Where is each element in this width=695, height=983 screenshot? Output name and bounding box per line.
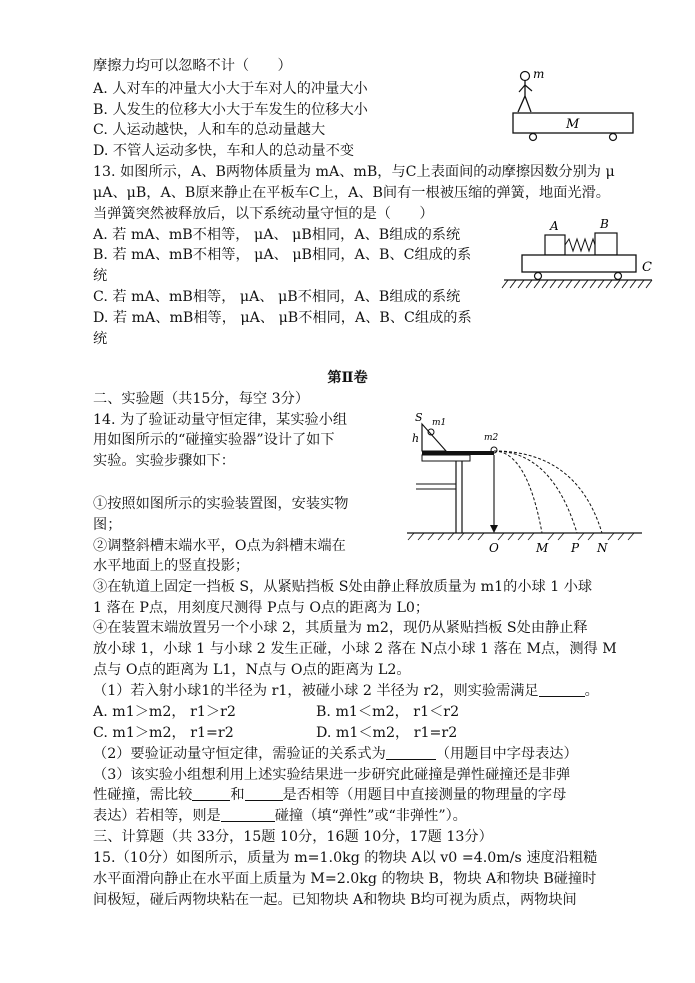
collision-apparatus-figure bbox=[402, 406, 647, 556]
q15-stem-line1: 15.（10分）如图所示，质量为 m=1.0kg 的物块 A以 v0 =4.0m/s 速度沿粗糙 bbox=[93, 850, 598, 866]
q13-option-b-line1: B. 若 mA、mB不相等， μA、 μB相同，A、B、C组成的系 bbox=[93, 247, 472, 263]
q13-option-a: A. 若 mA、mB不相等， μA、 μB相同，A、B组成的系统 bbox=[93, 227, 461, 243]
q14-part2-end: （用题目中字母表达） bbox=[435, 746, 578, 762]
q13-option-d-line2: 统 bbox=[93, 331, 108, 347]
fig-label-S: S bbox=[415, 411, 423, 424]
q14-part3-text-c: 是否相等（用题目中直接测量的物理量的字母 bbox=[282, 787, 567, 803]
q14-stem-line3: 实验。实验步骤如下： bbox=[93, 453, 235, 469]
q13-option-c: C. 若 mA、mB相等， μA、 μB不相同，A、B组成的系统 bbox=[93, 289, 461, 305]
q14-step1-line1: ①按照如图所示的实验装置图，安装实物 bbox=[93, 496, 349, 512]
q14-step4-line1: ④在装置末端放置另一个小球 2，其质量为 m2，现仍从紧贴挡板 S处由静止释 bbox=[93, 620, 588, 636]
q15-stem-line3: 间极短，碰后两物块粘在一起。已知物块 A和物块 B均可视为质点，两物块间 bbox=[93, 892, 577, 908]
fig-label-B: B bbox=[600, 217, 609, 231]
q14-part3-line2 bbox=[93, 786, 566, 805]
fig-label-h: h bbox=[412, 432, 420, 445]
q14-part3-line1: （3）该实验小组想利用上述实验结果进一步研究此碰撞是弹性碰撞还是非弹 bbox=[93, 767, 571, 783]
q14-stem-line2: 用如图所示的“碰撞实验器”设计了如下 bbox=[93, 432, 335, 448]
fig-label-C: C bbox=[642, 260, 652, 275]
q12-option-d: D. 不管人运动多快，车和人的总动量不变 bbox=[93, 143, 355, 159]
q15-stem-line2: 水平面滑向静止在水平面上质量为 M=2.0kg 的物块 B，物块 A和物块 B碰撞时 bbox=[93, 871, 597, 887]
q14-part2-answer-blank[interactable] bbox=[386, 745, 436, 760]
fig-label-M: M bbox=[566, 117, 580, 132]
q14-part3-blank-2[interactable] bbox=[245, 786, 283, 801]
q12-option-a: A. 人对车的冲量大小大于车对人的冲量大小 bbox=[93, 81, 368, 97]
q14-step2-line1: ②调整斜槽末端水平，O点为斜槽末端在 bbox=[93, 538, 346, 554]
blocks-spring-cart-figure bbox=[500, 215, 660, 297]
q14-part1-answer-blank[interactable] bbox=[539, 682, 585, 697]
fig-label-M-point: M bbox=[536, 541, 549, 555]
q14-step2-line2: 水平地面上的竖直投影； bbox=[93, 558, 250, 574]
q12-option-c: C. 人运动越快，人和车的总动量越大 bbox=[93, 122, 326, 138]
q14-step4-line2: 放小球 1，小球 1 与小球 2 发生正碰，小球 2 落在 N点小球 1 落在 M点，测得 M bbox=[93, 641, 617, 657]
q14-option-d: D. m1＜m2， r1=r2 bbox=[316, 725, 458, 741]
fig-label-m: m bbox=[533, 67, 545, 81]
q14-option-b: B. m1＜m2， r1＜r2 bbox=[316, 704, 460, 720]
fig-label-N: N bbox=[597, 541, 608, 555]
q13-stem-line3: 当弹簧突然被释放后，以下系统动量守恒的是（ ） bbox=[93, 206, 434, 222]
q14-step3-line1: ③在轨道上固定一挡板 S，从紧贴挡板 S处由静止释放质量为 m1的小球 1 小球 bbox=[93, 579, 593, 595]
q13-stem-line1: 13. 如图所示，A、B两物体质量为 mA、mB，与C上表面间的动摩擦因数分别为 μ bbox=[93, 164, 615, 180]
q14-step1-line2: 图； bbox=[93, 517, 122, 533]
fig-label-P: P bbox=[571, 541, 580, 555]
q12-stem-tail: 摩擦力均可以忽略不计（ ） bbox=[93, 58, 292, 74]
q12-option-b: B. 人发生的位移大小大于车发生的位移大小 bbox=[93, 102, 368, 118]
q14-part3-text-e: 碰撞（填“弹性”或“非弹性”）。 bbox=[274, 808, 467, 824]
q14-step4-line3: 点与 O点的距离为 L1，N点与 O点的距离为 L2。 bbox=[93, 662, 411, 678]
fig-label-O: O bbox=[489, 541, 499, 555]
experiment-heading: 二、实验题（共15分，每空 3分） bbox=[93, 391, 310, 407]
q14-part3-blank-1[interactable] bbox=[192, 786, 230, 801]
q13-stem-line2: μA、μB，A、B原来静止在平板车C上，A、B间有一根被压缩的弹簧，地面光滑。 bbox=[93, 185, 610, 201]
calculation-heading: 三、计算题（共 33分，15题 10分，16题 10分，17题 13分） bbox=[93, 829, 493, 845]
fig-label-m2: m2 bbox=[484, 433, 499, 443]
fig-label-m1: m1 bbox=[432, 418, 447, 428]
fig-label-A: A bbox=[550, 219, 559, 233]
q14-part1-end: 。 bbox=[584, 683, 599, 699]
q14-part2 bbox=[93, 745, 578, 764]
q14-option-a: A. m1＞m2， r1＞r2 bbox=[93, 704, 236, 720]
q14-part3-text-d: 表达）若相等，则是 bbox=[93, 808, 221, 824]
q14-part3-line3 bbox=[93, 807, 467, 826]
q14-step3-line2: 1 落在 P点，用刻度尺测得 P点与 O点的距离为 L0； bbox=[93, 600, 430, 616]
q14-option-c: C. m1＞m2， r1=r2 bbox=[93, 725, 234, 741]
q14-stem-line1: 14. 为了验证动量守恒定律，某实验小组 bbox=[93, 412, 348, 428]
q13-option-d-line1: D. 若 mA、mB相等， μA、 μB不相同，A、B、C组成的系 bbox=[93, 310, 472, 326]
q14-part1-text: （1）若入射小球1的半径为 r1，被碰小球 2 半径为 r2，则实验需满足 bbox=[93, 683, 539, 699]
q14-part1 bbox=[93, 682, 599, 701]
q14-part2-text: （2）要验证动量守恒定律，需验证的关系式为 bbox=[93, 746, 386, 762]
person-on-cart-figure bbox=[508, 66, 638, 146]
q14-part3-blank-3[interactable] bbox=[221, 807, 275, 822]
q14-part3-text-a: 性碰撞，需比较 bbox=[93, 787, 193, 803]
section-2-title: 第Ⅱ卷 bbox=[327, 370, 368, 386]
q13-option-b-line2: 统 bbox=[93, 268, 108, 284]
q14-part3-text-b: 和 bbox=[230, 787, 245, 803]
